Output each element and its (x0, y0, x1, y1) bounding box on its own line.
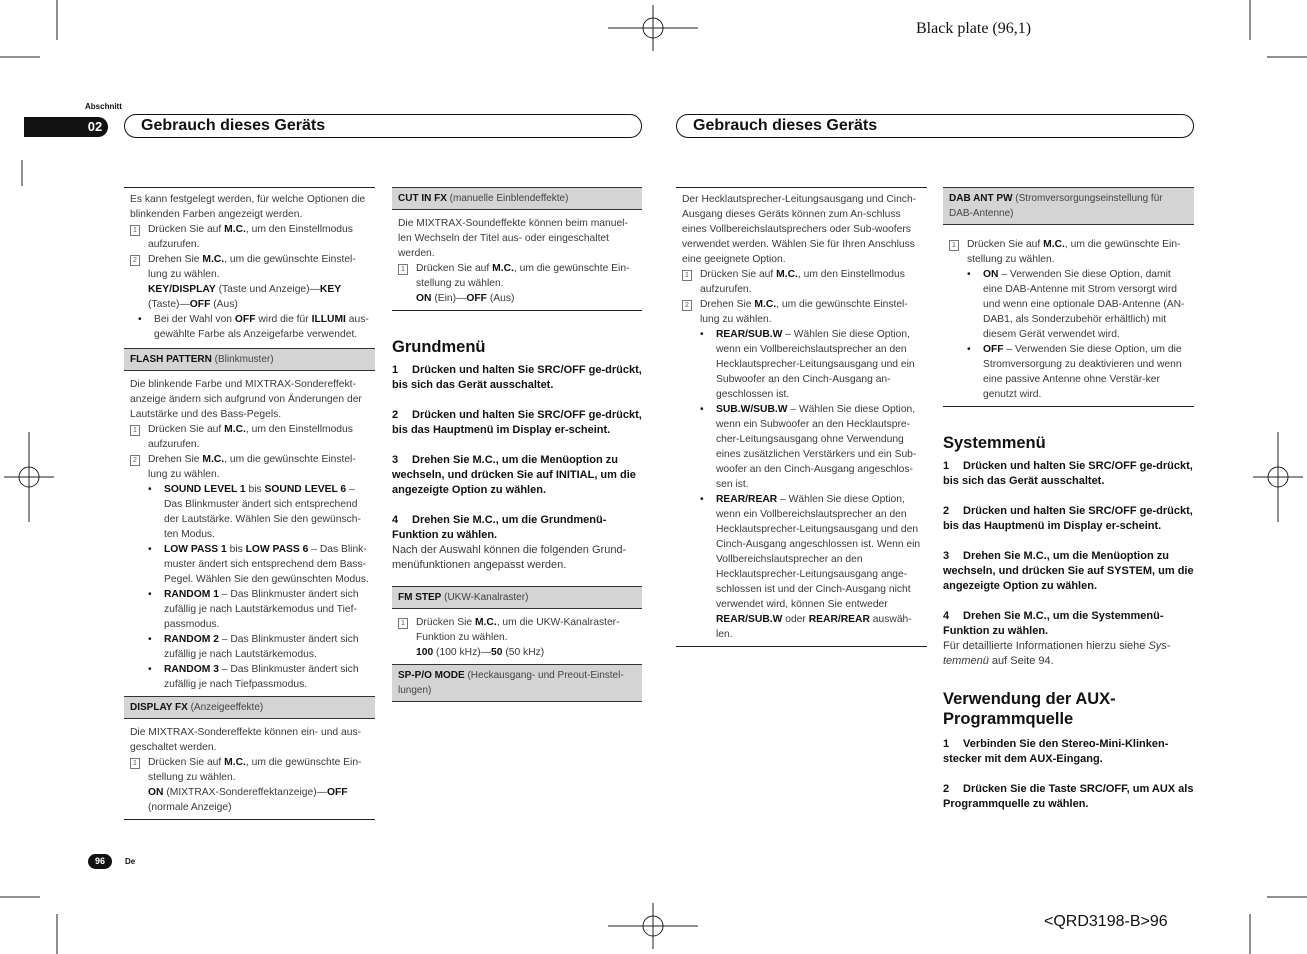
list-item: • REAR/SUB.W – Wählen Sie diese Option, wenn ein Vollbereichslautsprecher an den Hecklautsprecher-Leitungsausgang und ein Subwoofer an den Cinch-Ausgang an-geschlossen ist. (716, 327, 924, 402)
sys-step-2: 2 Drücken und halten Sie SRC/OFF ge-drückt, bis das Hauptmenü im Display er-scheint. (943, 505, 1193, 532)
list-item: • OFF – Verwenden Sie diese Option, um die Stromversorgung zu deaktivieren und wenn eine passive Antenne ohne Verstär-ker genutzt wird. (983, 342, 1190, 402)
grund-step-4-text: Nach der Auswahl können die folgenden Grund-menüfunktionen angepasst werden. (392, 544, 627, 571)
sp-po-mode-heading: SP-P/O MODE (Heckausgang- und Preout-Einstel-lungen) (392, 664, 642, 702)
cut-in-fx-block (392, 210, 642, 311)
display-fx-intro: Die MIXTRAX-Sondereffekte können ein- und aus-geschaltet werden. (130, 727, 362, 753)
list-item: • ON – Verwenden Sie diese Option, damit eine DAB-Antenne mit Strom versorgt wird und wenn eine optionale DAB-Antenne (AN-DAB1, als Sonderzubehör erhältlich) mit diesem Gerät verwendet wird. (983, 267, 1190, 342)
rear-output-block (676, 187, 927, 647)
rear-output-intro: Der Hecklautsprecher-Leitungsausgang und Cinch-Ausgang dieses Geräts können zum An-schluss eines Vollbereichslautsprechers oder Sub-woofers verwendet werden. Wählen Sie für Ihren Anschluss eine geeignete Option. (682, 194, 917, 265)
intro-text: Es kann festgelegt werden, für welche Optionen die blinkenden Farben angezeigt werden. (130, 194, 366, 220)
step-2: 2 Drehen Sie M.C., um die gewünschte Einstel-lung zu wählen. (682, 297, 924, 327)
dab-options (949, 267, 1190, 402)
step-1: 1 Drücken Sie M.C., um die UKW-Kanalraster-Funktion zu wählen. (398, 615, 638, 645)
display-fx-heading: DISPLAY FX (Anzeigeeffekte) (124, 696, 375, 719)
plate-label: Black plate (96,1) (916, 20, 1032, 37)
grund-step-3: 3 Drehen Sie M.C., um die Menüoption zu wechseln, und drücken Sie auf INITIAL, um die angezeigte Option zu wählen. (392, 454, 636, 496)
step-1: 1 Drücken Sie auf M.C., um die gewünschte Ein-stellung zu wählen. (398, 261, 638, 291)
section-number: 02 (82, 117, 108, 137)
flash-pattern-options (130, 482, 371, 692)
grund-step-4: 4 Drehen Sie M.C., um die Grundmenü-Funktion zu wählen. (392, 514, 607, 541)
grund-step-2: 2 Drücken und halten Sie SRC/OFF ge-drückt, bis das Hauptmenü im Display er-scheint. (392, 409, 642, 436)
column-4 (943, 187, 1194, 812)
language-code: De (125, 857, 136, 866)
note-item: • Bei der Wahl von OFF wird die für ILLUMI aus-gewählte Farbe als Anzeigefarbe verwendet. (154, 312, 372, 342)
list-item: • RANDOM 2 – Das Blinkmuster ändert sich zufällig je nach Lautstärkemodus. (164, 632, 371, 662)
cut-in-fx-values: ON (Ein)—OFF (Aus) (416, 293, 515, 304)
fm-step-block (392, 609, 642, 664)
flash-pattern-heading: FLASH PATTERN (Blinkmuster) (124, 348, 375, 371)
sys-step-1: 1 Drücken und halten Sie SRC/OFF ge-drückt, bis sich das Gerät ausschaltet. (943, 460, 1193, 487)
step-1: 1 Drücken Sie auf M.C., um die gewünschte Ein-stellung zu wählen. (949, 237, 1190, 267)
fm-step-heading: FM STEP (UKW-Kanalraster) (392, 586, 642, 609)
header-left: Gebrauch dieses Geräts (124, 114, 642, 138)
section-tab (24, 117, 84, 137)
sys-step-3: 3 Drehen Sie M.C., um die Menüoption zu wechseln, und drücken Sie auf SYSTEM, um die angezeigte Option zu wählen. (943, 550, 1194, 592)
dab-ant-pw-block (943, 225, 1194, 407)
sys-step-4-text: Für detaillierte Informationen hierzu siehe Sys-temmenü auf Seite 94. (943, 640, 1171, 667)
step-2: 2 Drehen Sie M.C., um die gewünschte Einstel-lung zu wählen. (130, 452, 371, 482)
display-fx-block (124, 719, 375, 820)
sys-step-4: 4 Drehen Sie M.C., um die Systemmenü-Funktion zu wählen. (943, 610, 1164, 637)
section-title-systemmenu: Systemmenü (943, 434, 1046, 452)
aux-step-1: 1 Verbinden Sie den Stereo-Mini-Klinken-stecker mit dem AUX-Eingang. (943, 738, 1169, 765)
fm-step-values: 100 (100 kHz)—50 (50 kHz) (416, 647, 545, 658)
document-code: <QRD3198-B>96 (1044, 913, 1168, 930)
column-1 (124, 187, 375, 820)
step-2: 2 Drehen Sie M.C., um die gewünschte Einstel-lung zu wählen. (130, 252, 372, 282)
list-item: • SUB.W/SUB.W – Wählen Sie diese Option, wenn ein Subwoofer an den Hecklautspre-cher-Leitungsausgang ohne Verwendung eines zusätzlichen Verstärkers und ein Sub-woofer an den Cinch-Ausgang angeschlos-sen ist. (716, 402, 924, 492)
cut-in-fx-intro: Die MIXTRAX-Soundeffekte können beim manuel-len Wechseln der Titel aus- oder eingeschaltet werden. (398, 218, 628, 259)
key-display-option: KEY/DISPLAY (Taste und Anzeige)—KEY (Taste)—OFF (Aus) (148, 284, 342, 310)
list-item: • SOUND LEVEL 1 bis SOUND LEVEL 6 – Das Blinkmuster ändert sich entsprechend der Lautstärke. Wählen Sie den gewünsch-ten Modus. (164, 482, 371, 542)
dab-ant-pw-heading: DAB ANT PW (Stromversorgungseinstellung für DAB-Antenne) (943, 187, 1194, 225)
intro-block (124, 187, 375, 342)
list-item: • RANDOM 1 – Das Blinkmuster ändert sich zufällig je nach Lautstärkemodus und Tief-passmodus. (164, 587, 371, 632)
rear-output-options (682, 327, 924, 642)
display-fx-values: ON (MIXTRAX-Sondereffektanzeige)—OFF (normale Anzeige) (148, 787, 348, 813)
step-1: 1 Drücken Sie auf M.C., um den Einstellmodus aufzurufen. (682, 267, 924, 297)
step-1: 1 Drücken Sie auf M.C., um die gewünschte Ein-stellung zu wählen. (130, 755, 371, 785)
column-2 (392, 187, 642, 702)
list-item: • LOW PASS 1 bis LOW PASS 6 – Das Blink-muster ändert sich entsprechend dem Bass-Pegel. Wählen Sie den gewünschten Modus. (164, 542, 371, 587)
section-label: Abschnitt (85, 102, 122, 111)
flash-pattern-intro: Die blinkende Farbe und MIXTRAX-Sondereffekt-anzeige ändern sich aufgrund von Änderungen der Lautstärke und des Bass-Pegels. (130, 379, 362, 420)
list-item: • REAR/REAR – Wählen Sie diese Option, wenn ein Vollbereichslautsprecher an den Hecklautsprecher-Leitungsausgang und den Cinch-Ausgang angeschlossen ist. Wenn ein Vollbereichslautsprecher an den Hecklautsprecher-Leitungsausgang ange-schlossen ist und der Cinch-Ausgang nicht verwendet wird, können Sie entweder REAR/SUB.W oder REAR/REAR auswäh-len. (716, 492, 924, 642)
step-1: 1 Drücken Sie auf M.C., um den Einstellmodus aufzurufen. (130, 422, 371, 452)
note-list (130, 312, 372, 342)
aux-step-2: 2 Drücken Sie die Taste SRC/OFF, um AUX als Programmquelle zu wählen. (943, 783, 1194, 810)
step-1: 1 Drücken Sie auf M.C., um den Einstellmodus aufzurufen. (130, 222, 372, 252)
header-right: Gebrauch dieses Geräts (676, 114, 1194, 138)
list-item: • RANDOM 3 – Das Blinkmuster ändert sich zufällig je nach Tiefpassmodus. (164, 662, 371, 692)
section-title-grundmenu: Grundmenü (392, 338, 486, 356)
cut-in-fx-heading: CUT IN FX (manuelle Einblendeffekte) (392, 187, 642, 210)
flash-pattern-block (124, 371, 375, 696)
grund-step-1: 1 Drücken und halten Sie SRC/OFF ge-drückt, bis sich das Gerät ausschaltet. (392, 364, 642, 391)
column-3 (676, 187, 927, 647)
section-title-aux: Verwendung der AUX-Programmquelle (943, 690, 1116, 728)
page-number: 96 (88, 854, 112, 869)
